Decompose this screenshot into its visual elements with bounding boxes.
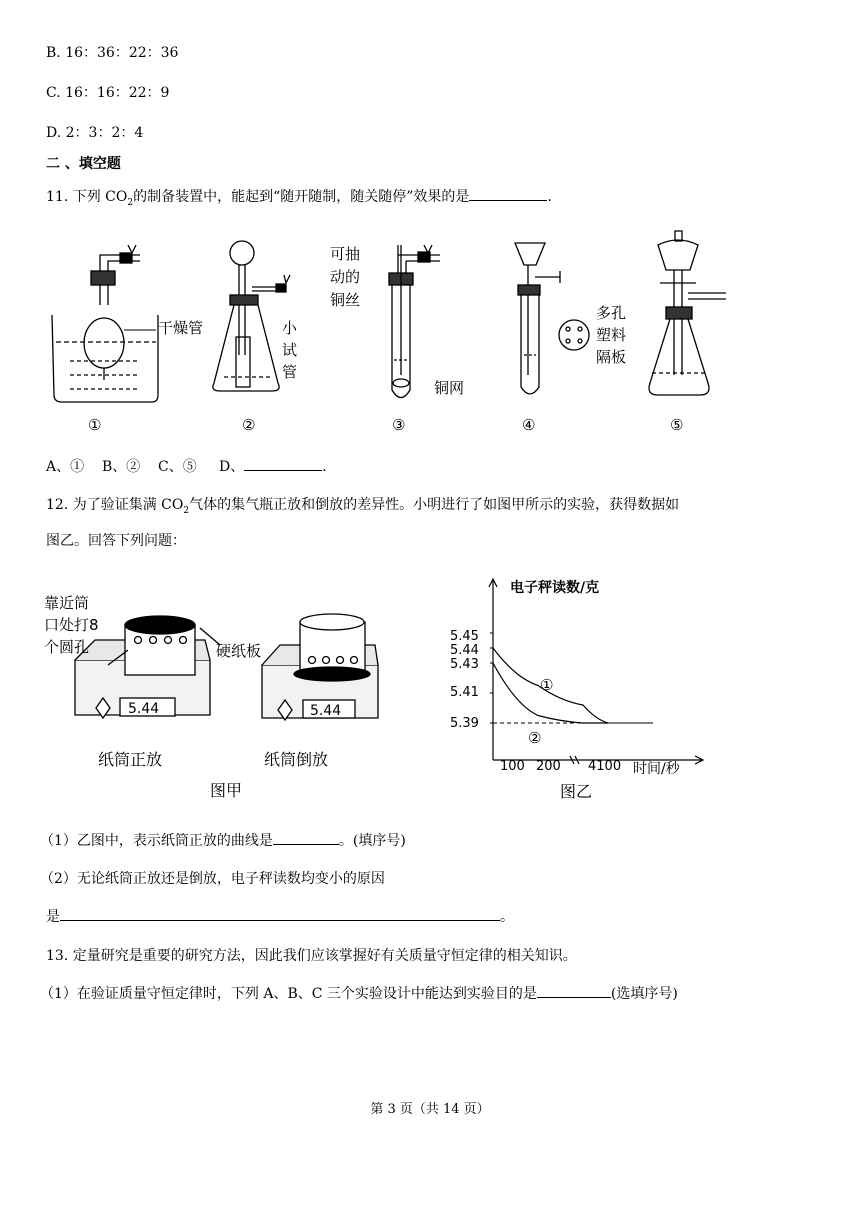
q13-sub1: （1）在验证质量守恒定律时，下列 A、B、C 三个实验设计中能达到实验目的是 (选填序号) [40,983,678,1003]
q12-text: 12. 为了验证集满 $CO_2$气体的集气瓶正放和倒放的差异性。小明进行了如图甲所示的实验，获得数据如 [46,497,680,516]
svg-text:个圆孔: 个圆孔 [44,638,90,656]
option-b: B. 16：36：22：36 [46,45,179,61]
answer-blank[interactable] [273,830,339,845]
svg-text:小: 小 [282,319,298,337]
label-card: 硬纸板 [216,642,262,660]
x-tick: 200 [536,759,561,774]
svg-text:试: 试 [282,341,298,359]
section-heading: 二 、填空题 [46,156,121,172]
apparatus-1-number: ① [88,416,102,434]
series-2-label: ② [528,729,542,747]
svg-text:隔板: 隔板 [596,348,627,366]
answer-blank[interactable] [469,186,547,201]
caption-a: 图甲 [210,781,243,800]
svg-text:动的: 动的 [330,268,361,286]
q12-text-2: 图乙。回答下列问题： [46,533,186,549]
label-inverted: 纸筒倒放 [264,750,329,769]
q12-sub2: （2）无论纸筒正放还是倒放，电子秤读数均变小的原因 [40,871,385,887]
q11-choices: A、① B、② C、⑤ D、 . [46,456,327,476]
apparatus-4-number: ④ [522,416,536,434]
q12-sub2-line: 是 。 [46,906,514,926]
x-tick: 4100 [588,759,622,774]
q11-apparatus-figure [40,225,740,440]
page-footer: 第 3 页（共 14 页） [370,1102,490,1117]
scale-reading-left: 5.44 [128,701,160,717]
svg-text:塑料: 塑料 [596,326,627,344]
y-tick: 5.41 [450,685,479,700]
option-c: C. 16：16：22：9 [46,85,170,101]
svg-text:口处打8: 口处打8 [44,616,99,634]
label-dry-tube: 干燥管 [158,319,204,337]
scale-reading-right: 5.44 [310,703,342,719]
svg-text:可抽: 可抽 [330,245,361,263]
answer-blank[interactable] [537,983,611,998]
q12-sub1: （1）乙图中，表示纸筒正放的曲线是 。(填序号) [40,830,406,850]
label-copper-mesh: 铜网 [434,379,465,397]
y-tick: 5.44 [450,643,479,658]
svg-text:铜丝: 铜丝 [330,291,361,309]
y-tick: 5.43 [450,657,479,672]
option-d: D. 2：3：2：4 [46,125,144,141]
y-tick: 5.45 [450,629,479,644]
apparatus-2-number: ② [242,416,256,434]
svg-text:管: 管 [282,363,298,381]
figure-a [40,590,400,805]
x-tick: 100 [500,759,525,774]
svg-text:靠近筒: 靠近筒 [44,594,90,612]
q13-text: 13. 定量研究是重要的研究方法，因此我们应该掌握好有关质量守恒定律的相关知识。 [46,948,577,964]
x-axis-label: 时间/秒 [633,761,680,777]
answer-blank[interactable] [60,906,500,921]
label-upright: 纸筒正放 [98,750,163,769]
y-tick: 5.39 [450,716,479,731]
apparatus-3-number: ③ [392,416,406,434]
y-axis-label: 电子秤读数/克 [510,580,600,596]
answer-blank[interactable] [244,456,322,471]
apparatus-5-number: ⑤ [670,416,684,434]
series-1-label: ① [540,676,554,694]
caption-b: 图乙 [560,782,593,801]
figure-b-chart [448,575,708,805]
q11-text: 11. 下列 $CO_2$的制备装置中，能起到“随开随制，随关随停”效果的是 . [46,186,552,208]
svg-text:多孔: 多孔 [596,304,627,322]
